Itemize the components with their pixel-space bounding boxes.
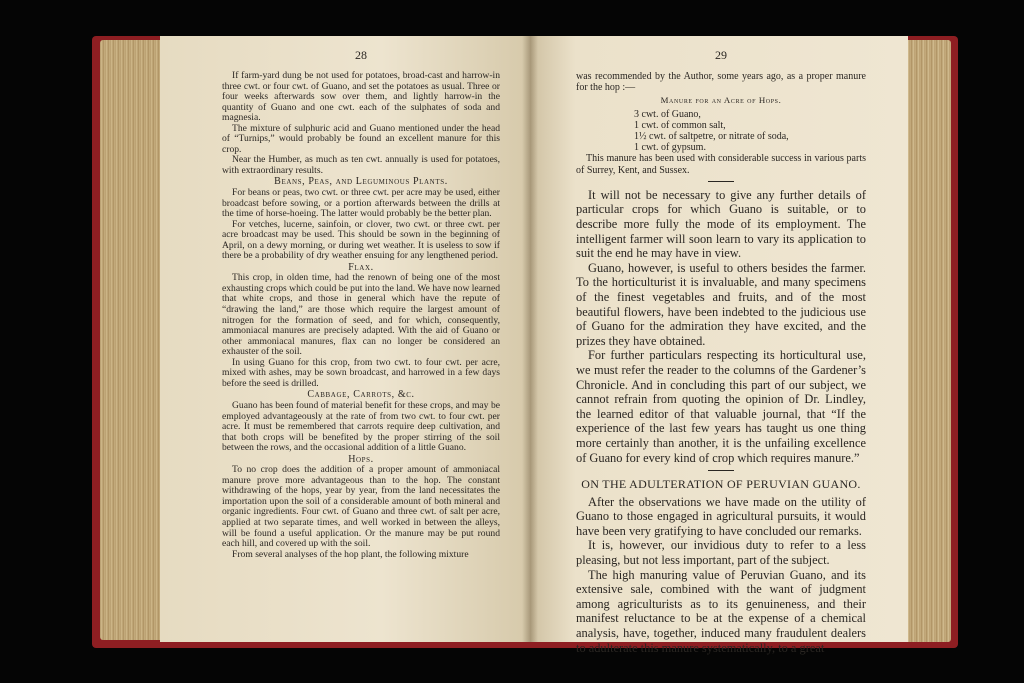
hop-manure-recipe	[576, 71, 866, 176]
paragraph: This crop, in olden time, had the renown of being one of the most exhausting crops which could be put into the land. We have now learned that white crops, and those in general which have the repute of “drawing the land,” are those which require the largest amount of nitrogen for the formation of seed, and for which, consequently, ammoniacal manures are precisely adapted. With the aid of Guano or other ammoniacal manures, flax can no longer be considered an exhauster of the soil.	[222, 272, 500, 358]
page-number-right: 29	[715, 48, 727, 62]
paragraph: After the observations we have made on the utility of Guano to those engaged in agricultural pursuits, it would have been very gratifying to have concluded our remarks.	[576, 494, 866, 538]
paragraph: Guano, however, is useful to others besides the farmer. To the horticulturist it is invaluable, and many specimens of the finest vegetables and fruits, and of the most beautiful flowers, have been indebted to the judicious use of Guano for the admiration they have excited, and the prizes they have obtained.	[576, 260, 866, 348]
paragraph: It will not be necessary to give any further details of particular crops for which Guano is suitable, or to describe more fully the mode of its employment. The intelligent farmer will soon learn to vary its application to suit the end he may have in view.	[576, 187, 866, 261]
paragraph: Near the Humber, as much as ten cwt. annually is used for potatoes, with extraordinary results.	[222, 154, 500, 176]
recipe-heading: Manure for an Acre of Hops.	[660, 95, 782, 106]
paragraph: This manure has been used with considerable success in various parts of Surrey, Kent, and Sussex.	[576, 153, 866, 176]
section-heading: Flax.	[348, 261, 374, 273]
section-heading: Cabbage, Carrots, &c.	[307, 389, 415, 401]
section-rule	[708, 470, 734, 471]
section-heading: Beans, Peas, and Leguminous Plants.	[274, 176, 448, 188]
paragraph: It is, however, our invidious duty to refer to a less pleasing, but not less important, part of the subject.	[576, 538, 866, 568]
paragraph: was recommended by the Author, some years ago, as a proper manure for the hop :—	[576, 71, 866, 94]
section-heading: Hops.	[348, 453, 374, 465]
paragraph: The mixture of sulphuric acid and Guano mentioned under the head of “Turnips,” would probably be found an excellent manure for this crop.	[222, 122, 500, 155]
right-page-text	[576, 188, 866, 465]
recipe-item: 1 cwt. of gypsum.	[634, 142, 706, 154]
paragraph: For vetches, lucerne, sainfoin, or clover, two cwt. or three cwt. per acre broadcast may be used. This should be sown in the beginning of April, on a dewy morning, or during wet weather. It is useless to sow if there be a probability of dry weather ensuing for any lengthened period.	[222, 218, 500, 262]
right-page	[530, 36, 908, 655]
recipe-item: 1 cwt. of common salt,	[634, 119, 726, 131]
book-gutter	[522, 36, 538, 642]
page-number-left: 28	[355, 48, 367, 62]
paragraph: The high manuring value of Peruvian Guano, and its extensive sale, combined with the want of judgment among agriculturists as to its genuineness, and their manifest reluctance to be at the expense of a chemical analysis, have, together, induced many fraudulent dealers to adulterate this manure systematically, to a great	[576, 567, 866, 655]
paragraph: For further particulars respecting its horticultural use, we must refer the reader to the columns of the Gardener’s Chronicle. And in concluding this part of our subject, we cannot refrain from quoting the opinion of Dr. Lindley, the learned editor of that valuable journal, that “If the experience of the last few years has taught us one thing more certainly than another, it is the unfailing excellence of Guano for every kind of crop which requires manure.”	[576, 348, 866, 465]
left-page	[160, 36, 530, 642]
paragraph: To no crop does the addition of a proper amount of ammoniacal manure prove more advantageous than to the hop. The constant withdrawing of the hops, year by year, from the land necessitates the importation upon the soil of a considerable amount of both mineral and organic ingredients. Four cwt. of Guano and three cwt. of salt per acre, applied at two separate times, and well worked in between the alleys, will be found a useful application. Or the manure may be put round each hill, and covered up with the soil.	[222, 464, 500, 550]
paragraph: From several analyses of the hop plant, the following mixture	[232, 548, 469, 560]
recipe-item: 1½ cwt. of saltpetre, or nitrate of soda,	[634, 131, 789, 143]
paragraph: In using Guano for this crop, from two cwt. to four cwt. per acre, mixed with ashes, may be sown broadcast, and harrowed in a few days before the seed is drilled.	[222, 356, 500, 389]
recipe-item: 3 cwt. of Guano,	[634, 108, 701, 120]
section-rule	[708, 181, 734, 182]
adulteration-section-text	[576, 495, 866, 656]
page-edges-right	[905, 40, 951, 642]
left-page-text	[222, 71, 500, 560]
page-edges-left	[100, 40, 162, 640]
paragraph: For beans or peas, two cwt. or three cwt. per acre may be used, either broadcast before sowing, or a portion afterwards between the drills at the time of horse-hoeing. The latter would probably be the better plan.	[222, 187, 500, 220]
paragraph: If farm-yard dung be not used for potatoes, broad-cast and harrow-in three cwt. or four cwt. of Guano, and set the potatoes as usual. Three or four weeks afterwards sow over them, and lightly harrow-in the quantity of Guano and one cwt. each of the sulphates of soda and magnesia.	[222, 70, 500, 124]
section-heading: ON THE ADULTERATION OF PERUVIAN GUANO.	[581, 477, 861, 492]
paragraph: Guano has been found of material benefit for these crops, and may be employed advantageously at the rate of from two cwt. to four cwt. per acre. It must be remembered that carrots require deep cultivation, and that both crops will be benefited by the proper stirring of the soil between the rows, and the occasional addition of a little Guano.	[222, 399, 500, 454]
